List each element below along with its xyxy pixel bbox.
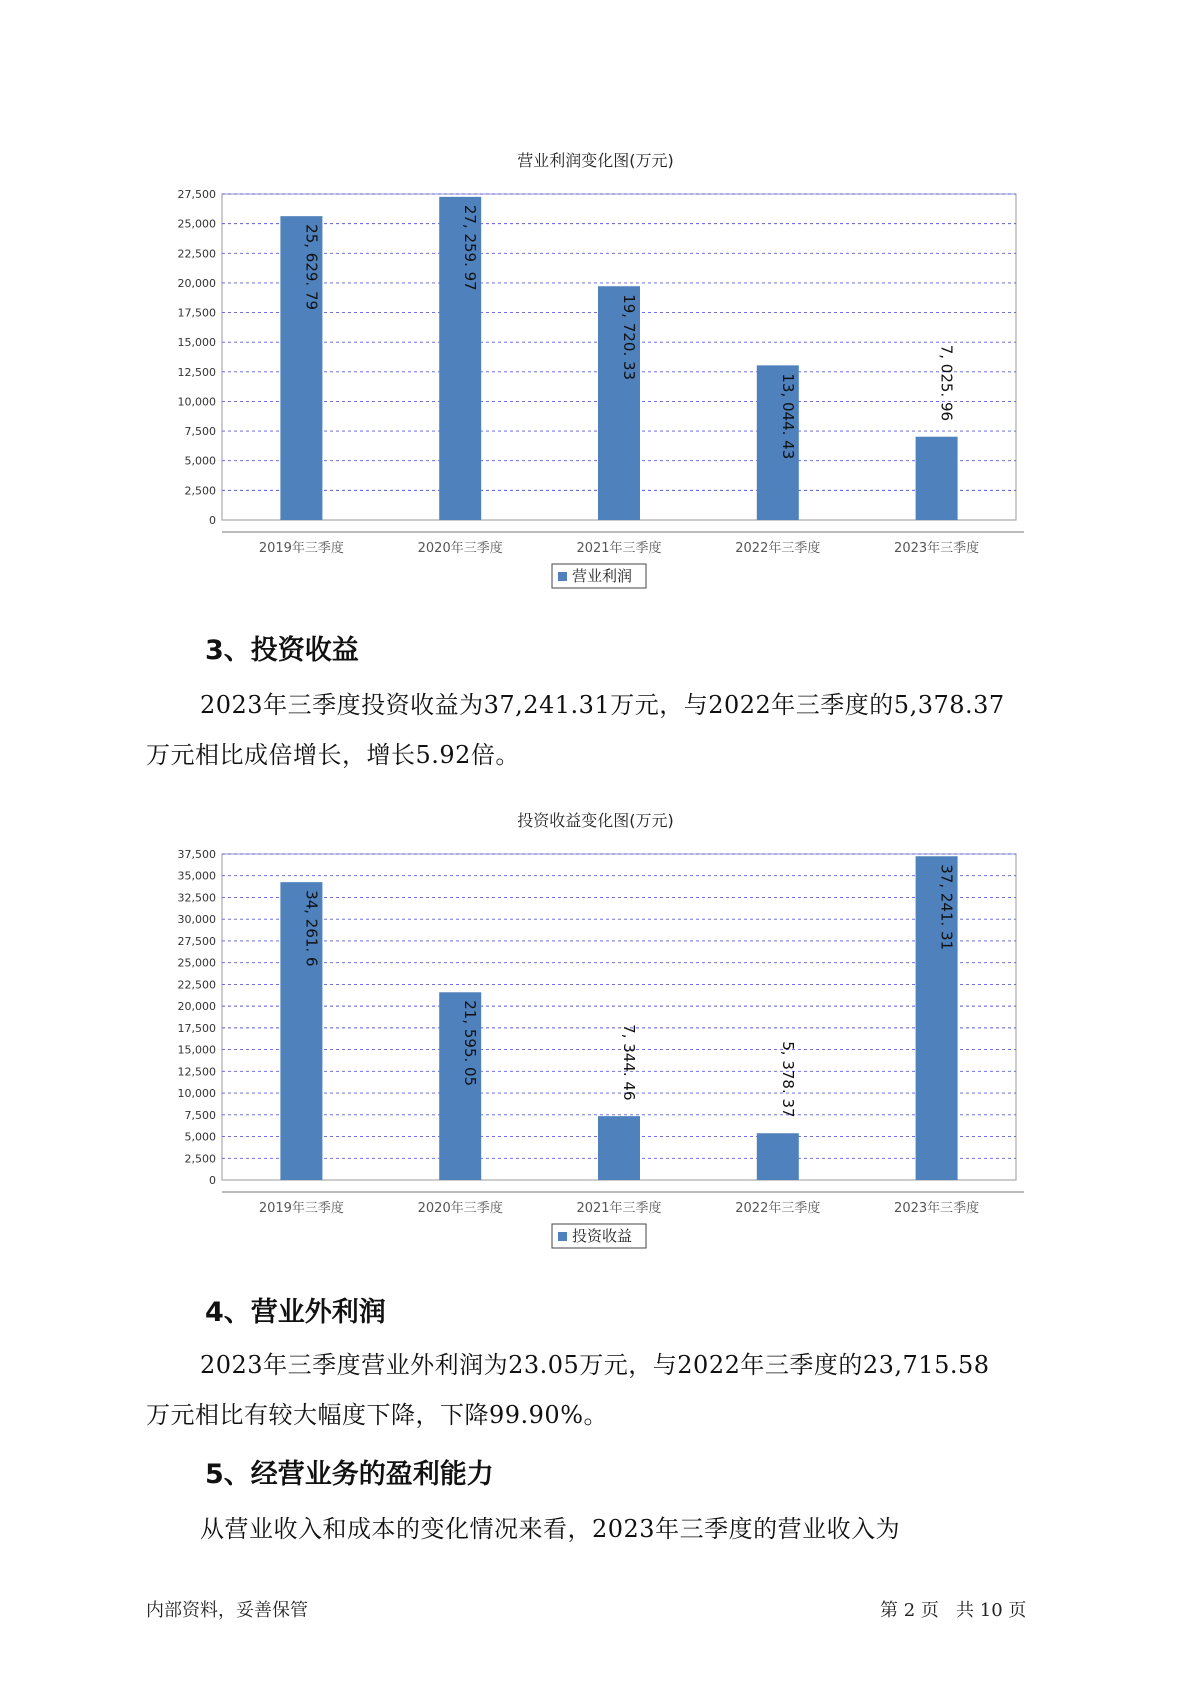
section-4-heading: 4、营业外利润	[205, 1297, 386, 1328]
footer-confidential-note: 内部资料，妥善保管	[146, 1600, 308, 1621]
y-tick-label: 17,500	[177, 1021, 216, 1035]
y-tick-label: 5,000	[184, 454, 216, 468]
y-tick-label: 22,500	[177, 978, 216, 992]
section-5-paragraph	[146, 1504, 1066, 1554]
y-tick-label: 35,000	[177, 869, 216, 883]
section-4-paragraph	[146, 1340, 1066, 1440]
section-3-heading: 3、投资收益	[205, 635, 359, 666]
x-tick-label: 2022年三季度	[735, 1201, 821, 1216]
y-tick-label: 12,500	[177, 1065, 216, 1079]
section-3-line-1: 2023年三季度投资收益为37,241.31万元，与2022年三季度的5,378.37	[200, 691, 1005, 719]
y-tick-label: 25,000	[177, 217, 216, 231]
y-tick-label: 5,000	[184, 1130, 216, 1144]
section-5-heading: 5、经营业务的盈利能力	[205, 1459, 494, 1490]
y-tick-label: 27,500	[177, 934, 216, 948]
bar-value-label: 25, 629. 79	[302, 224, 321, 311]
operating-profit-chart	[0, 180, 1191, 600]
y-tick-label: 25,000	[177, 956, 216, 970]
y-tick-label: 15,000	[177, 1043, 216, 1057]
x-tick-label: 2023年三季度	[894, 541, 980, 556]
x-tick-label: 2021年三季度	[576, 541, 662, 556]
chart2-title: 投资收益变化图(万元)	[517, 811, 674, 830]
bar-value-label: 7, 344. 46	[620, 1024, 638, 1101]
y-tick-label: 0	[209, 514, 216, 527]
section-4-line-1: 2023年三季度营业外利润为23.05万元，与2022年三季度的23,715.58	[200, 1351, 990, 1379]
y-tick-label: 20,000	[177, 1000, 216, 1014]
bar-value-label: 21, 595. 05	[461, 1000, 480, 1087]
bar	[598, 1116, 640, 1180]
section-3-paragraph	[146, 680, 1066, 780]
x-tick-label: 2023年三季度	[894, 1201, 980, 1216]
bar	[916, 437, 958, 520]
legend-label: 营业利润	[572, 567, 633, 585]
y-tick-label: 2,500	[184, 484, 216, 498]
x-tick-label: 2019年三季度	[258, 1201, 344, 1216]
bar-value-label: 7, 025. 96	[937, 344, 956, 422]
y-tick-label: 7,500	[184, 1108, 216, 1122]
section-3-line-2: 万元相比成倍增长，增长5.92倍。	[146, 741, 520, 769]
y-tick-label: 22,500	[177, 247, 216, 261]
investment-income-chart	[0, 840, 1191, 1260]
x-tick-label: 2019年三季度	[258, 541, 344, 556]
bar	[757, 1133, 799, 1180]
y-tick-label: 10,000	[177, 1087, 216, 1101]
section-5-line-1: 从营业收入和成本的变化情况来看，2023年三季度的营业收入为	[200, 1515, 901, 1543]
y-tick-label: 17,500	[177, 306, 216, 320]
bar-value-label: 27, 259. 97	[461, 204, 480, 291]
bar-value-label: 19, 720. 33	[620, 294, 638, 381]
y-tick-label: 2,500	[184, 1152, 216, 1166]
bar-value-label: 13, 044. 43	[778, 373, 797, 460]
bar-value-label: 37, 241. 31	[937, 864, 956, 951]
y-tick-label: 30,000	[177, 913, 216, 927]
y-tick-label: 20,000	[177, 276, 216, 290]
legend-swatch	[558, 1232, 567, 1241]
y-tick-label: 27,500	[177, 188, 216, 201]
y-tick-label: 15,000	[177, 336, 216, 350]
y-tick-label: 37,500	[177, 848, 216, 861]
x-tick-label: 2020年三季度	[417, 1201, 503, 1216]
chart1-title: 营业利润变化图(万元)	[517, 151, 674, 170]
y-tick-label: 12,500	[177, 365, 216, 379]
bar-value-label: 5, 378. 37	[778, 1041, 797, 1118]
x-tick-label: 2021年三季度	[576, 1201, 662, 1216]
x-tick-label: 2022年三季度	[735, 541, 821, 556]
legend-swatch	[558, 572, 567, 581]
y-tick-label: 32,500	[177, 891, 216, 905]
footer-page-number: 第 2 页 共 10 页	[880, 1600, 1027, 1621]
y-tick-label: 7,500	[184, 425, 216, 439]
legend-label: 投资收益	[572, 1227, 633, 1245]
x-tick-label: 2020年三季度	[417, 541, 503, 556]
bar-value-label: 34, 261. 6	[302, 890, 321, 967]
y-tick-label: 10,000	[177, 395, 216, 409]
y-tick-label: 0	[209, 1174, 216, 1187]
section-4-line-2: 万元相比有较大幅度下降，下降99.90%。	[146, 1401, 609, 1429]
